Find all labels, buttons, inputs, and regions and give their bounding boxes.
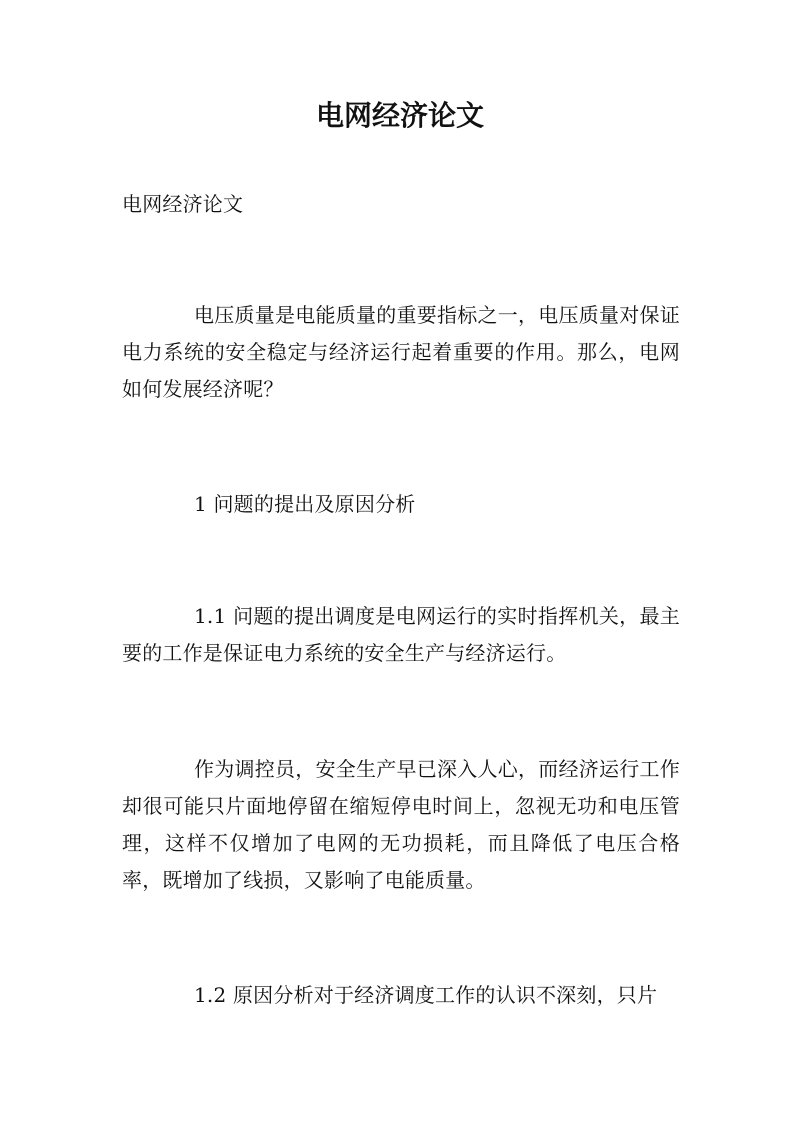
- section-heading-1: 1 问题的提出及原因分析: [194, 492, 416, 516]
- paragraph-intro: 电压质量是电能质量的重要指标之一，电压质量对保证电力系统的安全稳定与经济运行起着重要的作用。那么，电网如何发展经济呢？: [122, 303, 680, 401]
- paragraph-dispatcher: 作为调控员，安全生产早已深入人心，而经济运行工作却很可能只片面地停留在缩短停电时间上，忽视无功和电压管理，这样不仅增加了电网的无功损耗，而且降低了电压合格率，既增加了线损，又影响了电能质量。: [122, 757, 680, 892]
- document-title: 电网经济论文: [315, 99, 484, 132]
- paragraph-subtitle: 电网经济论文: [122, 192, 244, 216]
- paragraph-1-1: 1.1 问题的提出调度是电网运行的实时指挥机关，最主要的工作是保证电力系统的安全生产与经济运行。: [122, 604, 680, 665]
- paragraph-1-2: 1.2 原因分析对于经济调度工作的认识不深刻，只片: [194, 983, 658, 1007]
